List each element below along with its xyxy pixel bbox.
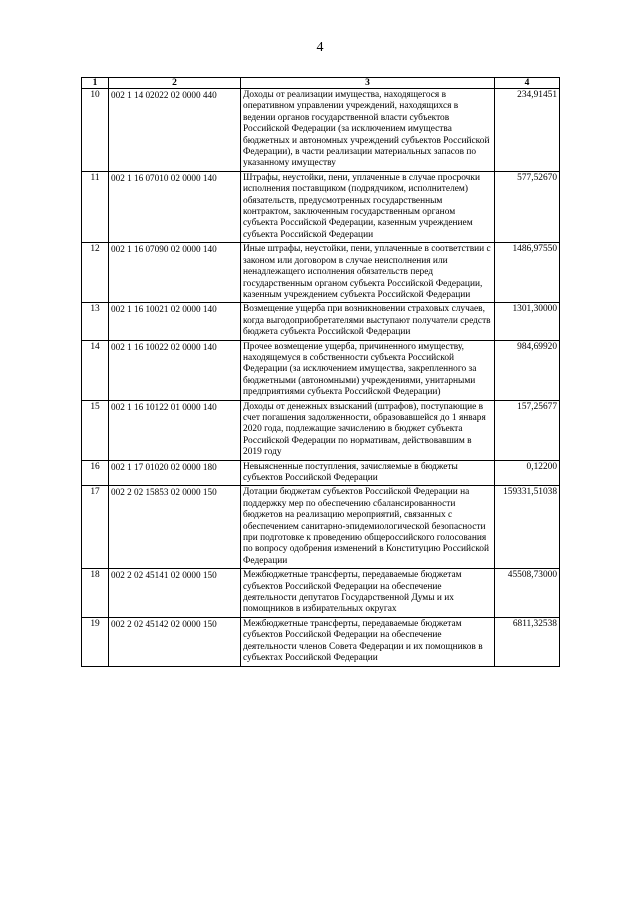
budget-code: 002 1 16 07010 02 0000 140 [109, 171, 241, 242]
revenue-table [81, 77, 560, 667]
table-header-row [82, 78, 560, 89]
header-col-1: 1 [82, 78, 109, 89]
amount: 234,91451 [495, 89, 560, 172]
row-number: 12 [82, 243, 109, 303]
revenue-name: Межбюджетные трансферты, передаваемые бюджетам субъектов Российской Федерации на обеспечение деятельности депутатов Государственной Думы и их помощников в избирательных округах [241, 569, 495, 618]
table-row [82, 340, 560, 400]
header-col-2: 2 [109, 78, 241, 89]
amount: 6811,32538 [495, 617, 560, 666]
budget-code: 002 2 02 15853 02 0000 150 [109, 486, 241, 569]
revenue-name: Невыясненные поступления, зачисляемые в бюджеты субъектов Российской Федерации [241, 460, 495, 486]
budget-code: 002 1 14 02022 02 0000 440 [109, 89, 241, 172]
table-row [82, 569, 560, 618]
amount: 45508,73000 [495, 569, 560, 618]
row-number: 15 [82, 400, 109, 460]
table-row [82, 171, 560, 242]
row-number: 11 [82, 171, 109, 242]
amount: 984,69920 [495, 340, 560, 400]
budget-code: 002 1 16 07090 02 0000 140 [109, 243, 241, 303]
page-number: 4 [316, 40, 324, 55]
amount: 1486,97550 [495, 243, 560, 303]
revenue-name: Межбюджетные трансферты, передаваемые бюджетам субъектов Российской Федерации на обеспечение деятельности членов Совета Федерации и их помощников в субъектах Российской Федерации [241, 617, 495, 666]
row-number: 19 [82, 617, 109, 666]
budget-code: 002 1 16 10122 01 0000 140 [109, 400, 241, 460]
table-row [82, 617, 560, 666]
revenue-name: Доходы от реализации имущества, находящегося в оперативном управлении учреждений, находящихся в ведении органов государственной власти субъектов Российской Федерации (за исключением имущества бюджетных и автономных учреждений субъектов Российской Федерации), в части реализации материальных запасов по указанному имуществу [241, 89, 495, 172]
revenue-name: Иные штрафы, неустойки, пени, уплаченные в соответствии с законом или договором в случае неисполнения или ненадлежащего исполнения обязательств перед государственным органом субъекта Российской Федерации, казенным учреждением субъекта Российской Федерации [241, 243, 495, 303]
header-col-4: 4 [495, 78, 560, 89]
amount: 0,12200 [495, 460, 560, 486]
budget-code: 002 1 16 10022 02 0000 140 [109, 340, 241, 400]
revenue-name: Доходы от денежных взысканий (штрафов), поступающие в счет погашения задолженности, образовавшейся до 1 января 2020 года, подлежащие зачислению в бюджет субъекта Российской Федерации по нормативам, действовавшим в 2019 году [241, 400, 495, 460]
revenue-name: Дотации бюджетам субъектов Российской Федерации на поддержку мер по обеспечению сбалансированности бюджетов на реализацию мероприятий, связанных с обеспечением санитарно-эпидемиологической безопасности при подготовке к проведению общероссийского голосования по вопросу одобрения изменений в Конституцию Российской Федерации [241, 486, 495, 569]
row-number: 16 [82, 460, 109, 486]
header-col-3: 3 [241, 78, 495, 89]
revenue-name: Штрафы, неустойки, пени, уплаченные в случае просрочки исполнения поставщиком (подрядчиком, исполнителем) обязательств, предусмотренных государственным контрактом, заключенным государственным органом субъекта Российской Федерации, казенным учреждением субъекта Российской Федерации [241, 171, 495, 242]
amount: 157,25677 [495, 400, 560, 460]
revenue-name: Прочее возмещение ущерба, причиненного имуществу, находящемуся в собственности субъекта Российской Федерации (за исключением имущества, закрепленного за бюджетными (автономными) учреждениями, унитарными предприятиями субъекта Российской Федерации) [241, 340, 495, 400]
budget-code: 002 2 02 45141 02 0000 150 [109, 569, 241, 618]
row-number: 13 [82, 303, 109, 340]
budget-code: 002 1 17 01020 02 0000 180 [109, 460, 241, 486]
amount: 577,52670 [495, 171, 560, 242]
amount: 159331,51038 [495, 486, 560, 569]
table-row [82, 243, 560, 303]
table-row [82, 89, 560, 172]
budget-code: 002 2 02 45142 02 0000 150 [109, 617, 241, 666]
row-number: 18 [82, 569, 109, 618]
table-row [82, 486, 560, 569]
amount: 1301,30000 [495, 303, 560, 340]
table-row [82, 303, 560, 340]
table-row [82, 400, 560, 460]
revenue-name: Возмещение ущерба при возникновении страховых случаев, когда выгодоприобретателями выступают получатели средств бюджета субъекта Российской Федерации [241, 303, 495, 340]
budget-code: 002 1 16 10021 02 0000 140 [109, 303, 241, 340]
row-number: 10 [82, 89, 109, 172]
row-number: 14 [82, 340, 109, 400]
table-row [82, 460, 560, 486]
row-number: 17 [82, 486, 109, 569]
